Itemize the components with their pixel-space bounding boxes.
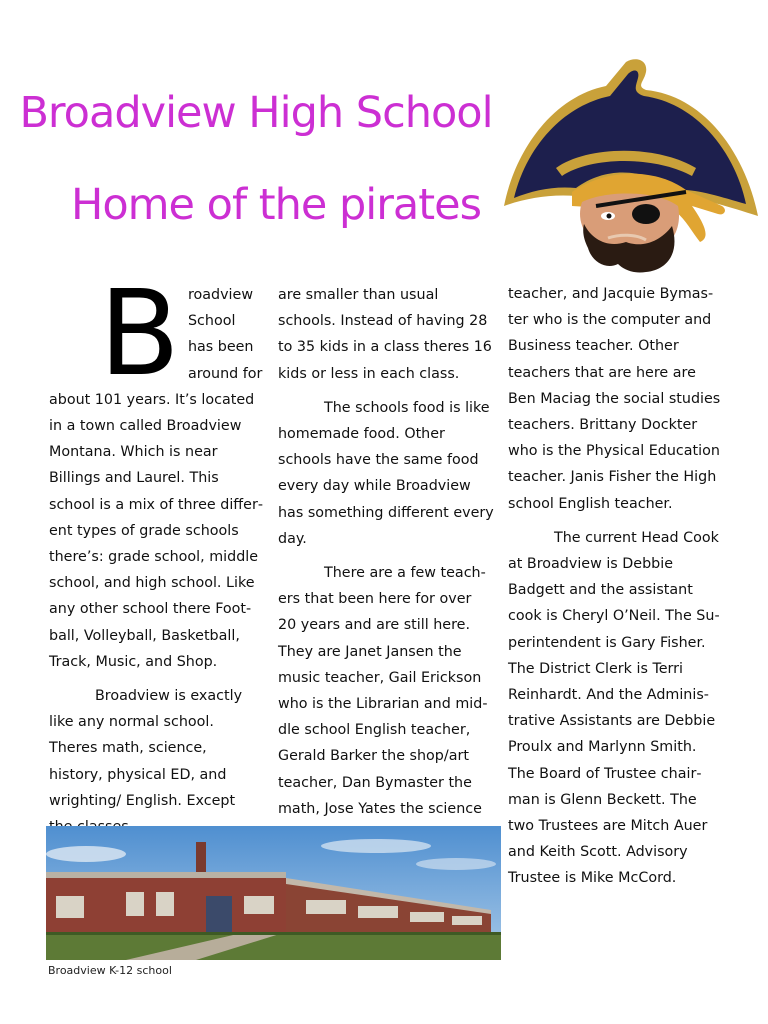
article-column-1 [49, 264, 263, 840]
article-paragraph-2: Broadview is exactly like any normal school. Theres math, science, history, physical ED, and wrighting/ English. Except [49, 688, 243, 809]
page-subtitle: Home of the pirates [71, 180, 481, 230]
drop-cap: B [99, 264, 180, 402]
pirate-mascot-icon [496, 56, 766, 274]
page-title: Broadview High School [19, 88, 493, 138]
article-paragraph-3: The schools food is like homemade food. Other schools have the same food every day while Broadview has something different every day. [278, 399, 494, 547]
school-photo [46, 826, 501, 960]
article-column-2 [278, 282, 494, 822]
article-paragraph-4: There are a few teachers that been here for over 20 years and are still here. They are Janet Jansen the music teacher, Gail Erickson who is the Librarian and middle school English teacher, Gerald Barker the shop/art teacher, Dan Bymaster the math, Jose Yates the science [278, 565, 488, 817]
article-paragraph-1: roadview School has been around for about 101 years. It’s located in a town called Broadview Montana. Which is near Billings and Laurel. This school is a mix of three different types of grade schools there’s: grade school, middle school, and high school. Like any other school there Football, Volleyball, Basketball, Track, Music, and Shop. [49, 287, 263, 670]
article-paragraph-2-continued: are smaller than usual schools. Instead of having 28 to 35 kids in a class theres 16 kids or less in each class. [278, 287, 492, 382]
article-paragraph-4-continued: teacher, and Jacquie Bymaster who is the computer and Business teacher. Other teachers that are here are Ben Maciag the social studies teachers. Brittany Dockter who is the Physical Education teacher. Janis Fisher the High school English teacher. [508, 286, 721, 512]
article-column-3 [508, 281, 724, 892]
article-paragraph-5: The current Head Cook at Broadview is Debbie Badgett and the assistant cook is Cheryl O’Neil. The Superintendent is Gary Fisher. The District Clerk is Terri Reinhardt. And the Administrative Assistants are Debbie Proulx and Marlynn Smith. The Board of Trustee chairman is Glenn Beckett. The two Trustees are Mitch Auer and Keith Scott. Advisory Trustee is Mike McCord. [508, 529, 720, 887]
photo-caption: Broadview K-12 school [48, 964, 172, 977]
